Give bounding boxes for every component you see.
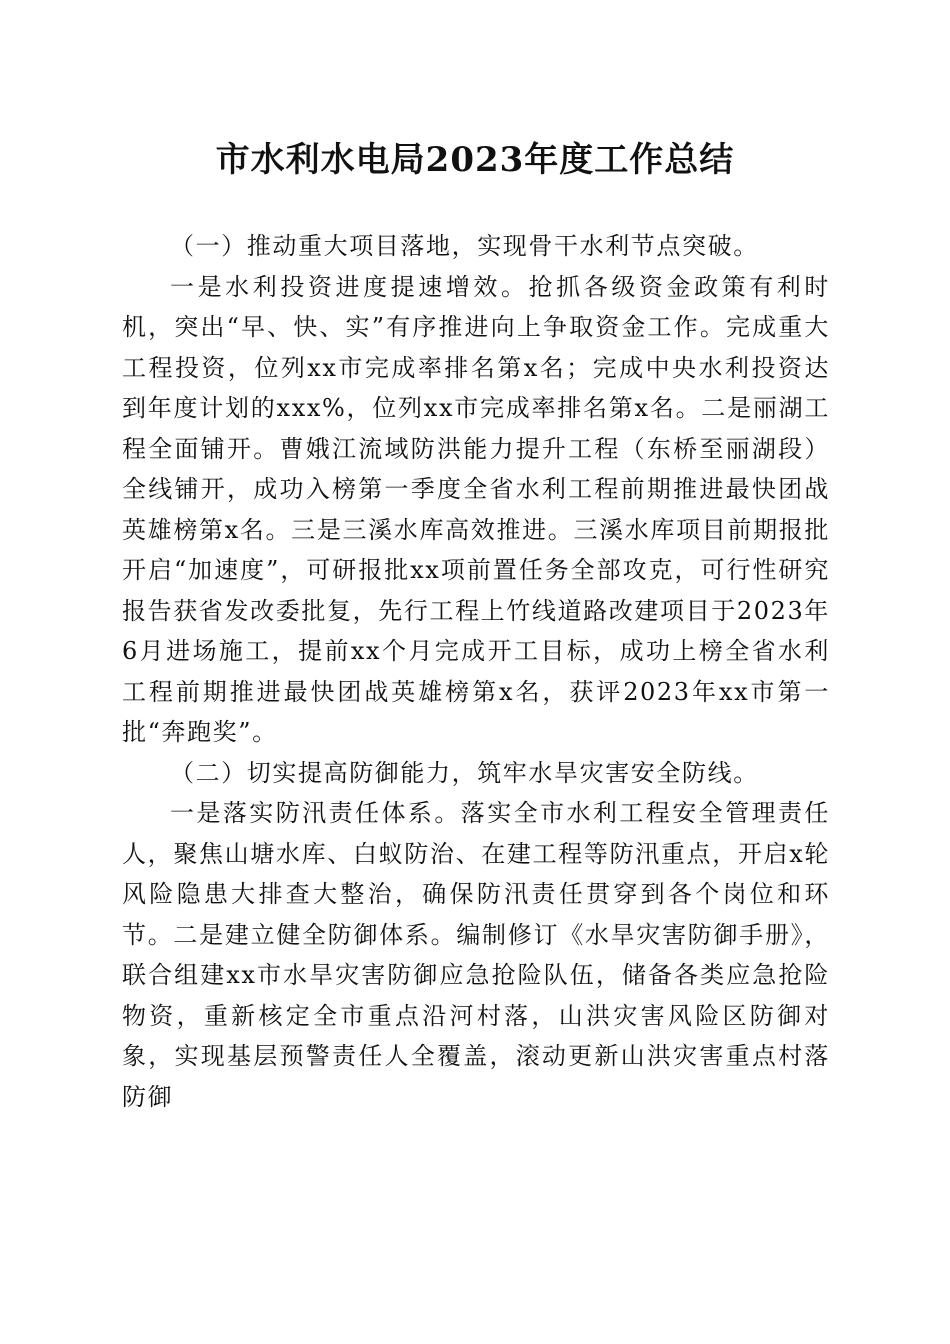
document-title: 市水利水电局2023年度工作总结: [215, 140, 735, 180]
section-paragraph-1: 一是水利投资进度提速增效。抢抓各级资金政策有利时机，突出“早、快、实”有序推进向上争取资金工作。完成重大工程投资，位列xx市完成率排名第x名；完成中央水利投资达到年度计划的xxx%，位列xx市完成率排名第x名。二是丽湖工程全面铺开。曹娥江流域防洪能力提升工程（东桥至丽湖段）全线铺开，成功入榜第一季度全省水利工程前期推进最快团战英雄榜第x名。三是三溪水库高效推进。三溪水库项目前期报批开启“加速度”，可研报批xx项前置任务全部攻克，可行性研究报告获省发改委批复，先行工程上竹线道路改建项目于2023年6月进场施工，提前xx个月完成开工目标，成功上榜全省水利工程前期推进最快团战英雄榜第x名，获评2023年xx市第一批“奔跑奖”。: [122, 272, 830, 746]
document-body: [122, 226, 830, 1117]
section-paragraph-2: 一是落实防汛责任体系。落实全市水利工程安全管理责任人，聚焦山塘水库、白蚁防治、在建工程等防汛重点，开启x轮风险隐患大排查大整治，确保防汛责任贯穿到各个岗位和环节。二是建立健全防御体系。编制修订《水旱灾害防御手册》，联合组建xx市水旱灾害防御应急抢险队伍，储备各类应急抢险物资，重新核定全市重点沿河村落，山洪灾害风险区防御对象，实现基层预警责任人全覆盖，滚动更新山洪灾害重点村落防御: [122, 799, 830, 1111]
section-heading-1: （一）推动重大项目落地，实现骨干水利节点突破。: [170, 232, 759, 260]
section-heading-2: （二）切实提高防御能力，筑牢水旱灾害安全防线。: [170, 758, 759, 787]
